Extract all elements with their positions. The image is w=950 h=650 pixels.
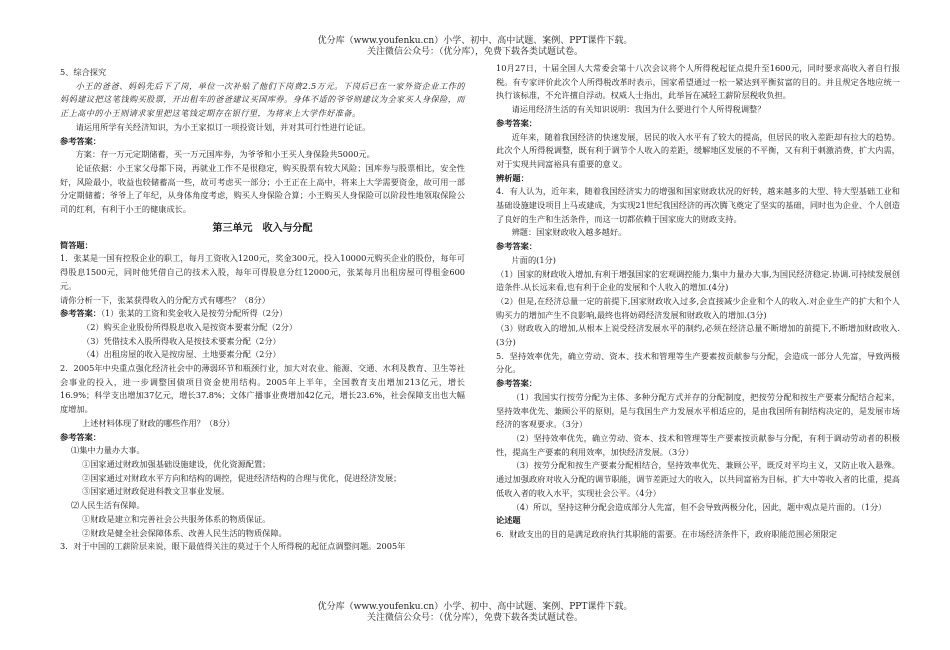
q5-argument: 论证依据：小王家父母都下岗，再就业工作不是很稳定，购买股票有较大风险；国库券与股票相比，安全性好，风险最小，收益也较储蓄高一些，故可考虑买一部分；小王正在上高中，将来上大学需要资金，故可用一部分定期储蓄；爷爷上了年纪，从身体角度考虑，购买人身保险合算；小王购买人身保险可以阶段性地领取保险公司的红利，有利于小王的健康成长。	[60, 162, 465, 215]
q1-answer-1-text: （1）张某的工资和奖金收入是按劳分配所得（2分）	[100, 308, 288, 319]
q2-answer-1-2: ②国家通过对财政水平方向和结构的调控，促进经济结构的合理与优化，促进经济发展；	[82, 472, 402, 483]
q2-answer-1-1: ①国家通过财政加强基础设施建设，优化资源配置；	[82, 458, 271, 469]
q5-judge-answer-2: （2）坚持效率优先，确立劳动、资本、技术和管理等生产要素按贡献参与分配，有利于调动劳动者的积极性，提高生产要素的利用效率，加快经济发展。（3分）	[496, 432, 900, 457]
page-header	[0, 36, 950, 58]
q4-answer-2: （2）但是,在经济总量一定的前提下,国家财政收入过多,会直接减少企业和个人的收入.对企业生产的扩大和个人购买力的增加产生不良影响,最终也将妨碍经济发展和财政收入的增加.(3分)	[496, 295, 900, 320]
q2-answer-1: ⑴集中力量办大事。	[71, 445, 145, 456]
q5-judge-answer-1: （1）我国实行按劳分配为主体、多种分配方式并存的分配制度，把按劳分配和按生产要素分配结合起来，坚持效率优先、兼顾公平的原则，是与我国生产力发展水平相适应的，是由我国所有制结构决定的，是发展市场经济的客观要求。（3分）	[496, 391, 900, 430]
q4-answer-label: 参考答案：	[496, 241, 537, 252]
q2-text: 2．2005年中央重点强化经济社会中的薄弱环节和瓶颈行业，加大对农业、能源、交通、水利及教育、卫生等社会事业的投入，进一步调整国债项目资金使用结构。2005年上半年，全国教育支出增加213亿元，增长16.9%；科学支出增加37亿元，增长37.8%；文体广播事业费增加42亿元，增长23.6%，社会保障支出也大幅度增加。	[60, 363, 465, 415]
q4-text: 4．有人认为，近年来，随着我国经济实力的增强和国家财政状况的好转，越来越多的大型、特大型基础工业和基础设施建设项目上马或建成，为实现21世纪我国经济的再次腾飞奠定了坚实的基础，同时也为企业、个人创造了良好的生产和生活条件，而这一切都依赖于国家庞大的财政支持。	[496, 186, 900, 224]
q4-answer-1: （1）国家的财政收入增加,有利于增强国家的宏观调控能力,集中力量办大事,为国民经济稳定.协调.可持续发展创造条件.从长远来看,也有利于企业的发展和个人收入的增加.(4分)	[496, 268, 900, 293]
judge-section-title: 辨析题：	[496, 172, 529, 183]
q4-claim: 辨题：国家财政收入越多越好。	[511, 227, 627, 238]
unit-title: 第三单元 收入与分配	[212, 222, 313, 234]
footer-line-2: 关注微信公众号：（优分库），免费下载各类试题试卷。	[366, 613, 583, 623]
q2-answer-2: ⑵人民生活有保障。	[71, 500, 145, 511]
page-footer	[0, 602, 950, 624]
q5-judge-answer-3: （3）按劳分配和按生产要素分配相结合，坚持效率优先、兼顾公平，既反对平均主义，又防止收入悬殊。通过加强政府对收入分配的调节职能，调节差距过大的收入，以共同富裕为目标，扩大中等收入者的比重，提高低收入者的收入水平，实现社会公平。（4分）	[496, 460, 900, 498]
q4-answer-3: （3）财政收入的增加,从根本上说受经济发展水平的制约,必须在经济总量不断增加的前提下,不断增加财政收入.(3分)	[496, 323, 900, 348]
q2-answer-1-3: ③国家通过财政促进科教文卫事业发展。	[82, 486, 230, 497]
q3-answer: 近年来，随着我国经济的快速发展，居民的收入水平有了较大的提高，但居民的收入差距却有拉大的趋势。此次个人所得税调整，既有利于调节个人收入的差距，缓解地区发展的不平衡，又有利于刺激消费，扩大内需，对于实现共同富裕具有重要的意义。	[496, 131, 900, 169]
q1-answer-3: （3）凭借技术入股所得收入是按技术要素分配（2分）	[82, 335, 281, 346]
q2-question: 上述材料体现了财政的哪些作用？（8分）	[82, 417, 235, 428]
left-column	[60, 62, 465, 554]
q5-plan: 方案：存一万元定期储蓄，买一万元国库券，为爷爷和小王买人身保险共5000元。	[75, 149, 375, 160]
q1-answer-label: 参考答案：	[60, 308, 101, 319]
short-answer-title: 简答题：	[60, 239, 93, 250]
q3-answer-label: 参考答案：	[496, 117, 537, 128]
q1-answer-4: （4）出租房屋的收入是按房屋、土地要素分配（2分）	[82, 349, 281, 360]
right-column	[496, 62, 900, 542]
q1-answer-1	[60, 307, 465, 321]
q5-title: 5、综合探究	[60, 67, 107, 77]
header-line-2: 关注微信公众号：（优分库），免费下载各类试题试卷。	[366, 47, 583, 57]
q1-question: 请你分析一下，张某获得收入的分配方式有哪些？（8分）	[60, 294, 270, 305]
q2-answer-2-1: ①财政是建立和完善社会公共服务体系的物质保证。	[82, 513, 271, 524]
q6-text-start: 6．财政支出的目的是满足政府执行其职能的需要。在市场经济条件下，政府职能范围必须限定	[496, 528, 837, 539]
q1-answer-2: （2）购买企业股份所得股息收入是按资本要素分配（2分）	[82, 321, 298, 332]
q5-question: 请运用所学有关经济知识，为小王家拟订一项投资计划，并对其可行性进行论证。	[75, 121, 371, 132]
q1-text: 1．张某是一国有控股企业的职工，每月工资收入1200元，奖金300元，投入10000元购买企业的股份，每年可得股息1500元，同时他凭借自己的技术入股，每年可得股息分红12000元，张某每月出租房屋可得租金600元。	[60, 253, 465, 291]
q5-judge-text: 5．坚持效率优先，确立劳动、资本、技术和管理等生产要素按贡献参与分配，会造成一部分人先富，导致两极分化。	[496, 350, 900, 375]
q3-text-start: 3．对于中国的工薪阶层来说，眼下最值得关注的莫过于个人所得税的起征点调整问题。2005年	[60, 541, 406, 552]
essay-section-title: 论述题	[496, 515, 521, 526]
q3-question: 请运用经济生活的有关知识说明：我国为什么要进行个人所得税调整？	[511, 104, 766, 115]
q5-judge-answer-4: （4）所以，坚持这种分配会造成部分人先富，但不会导致两极分化，因此，题中观点是片面的。（1分）	[511, 501, 887, 512]
q5-story: 小王的爸爸、妈妈先后下了岗，单位一次补贴了他们下岗费2.5万元。下岗后已在一家外资企业工作的妈妈建议把这笔钱购买股票，开出租车的爸爸建议买国库券。身体不适的爷爷则建议为全家买人身保险，而正上高中的小王则请求家里把这笔钱定期存在银行里，为将来上大学作好准备。	[60, 80, 465, 119]
q2-answer-2-2: ②财政是健全社会保障体系、改善人民生活的物质保障。	[82, 527, 287, 538]
footer-line-1: 优分库（www.youfenku.cn）小学、初中、高中试题、案例、PPT课件下载。	[317, 602, 633, 612]
q5-judge-answer-label: 参考答案：	[496, 378, 537, 389]
q4-answer-0: 片面的(1分)	[511, 254, 556, 265]
q2-answer-label: 参考答案：	[60, 431, 101, 442]
header-line-1: 优分库（www.youfenku.cn）小学、初中、高中试题、案例、PPT课件下载。	[317, 36, 633, 46]
q3-text-continued: 10月27日，十届全国人大常委会第十八次会议将个人所得税起征点提升至1600元，同时要求高收入者自行报税。有专家评价此次个人所得税改革时表示，国家希望通过一松一紧达到平衡贫富的目的。并且规定各地应统一执行该标准，不允许擅自浮动。权威人士指出，此举旨在减轻工薪阶层税收负担。	[496, 63, 900, 101]
q5-answer-label: 参考答案：	[60, 135, 101, 146]
